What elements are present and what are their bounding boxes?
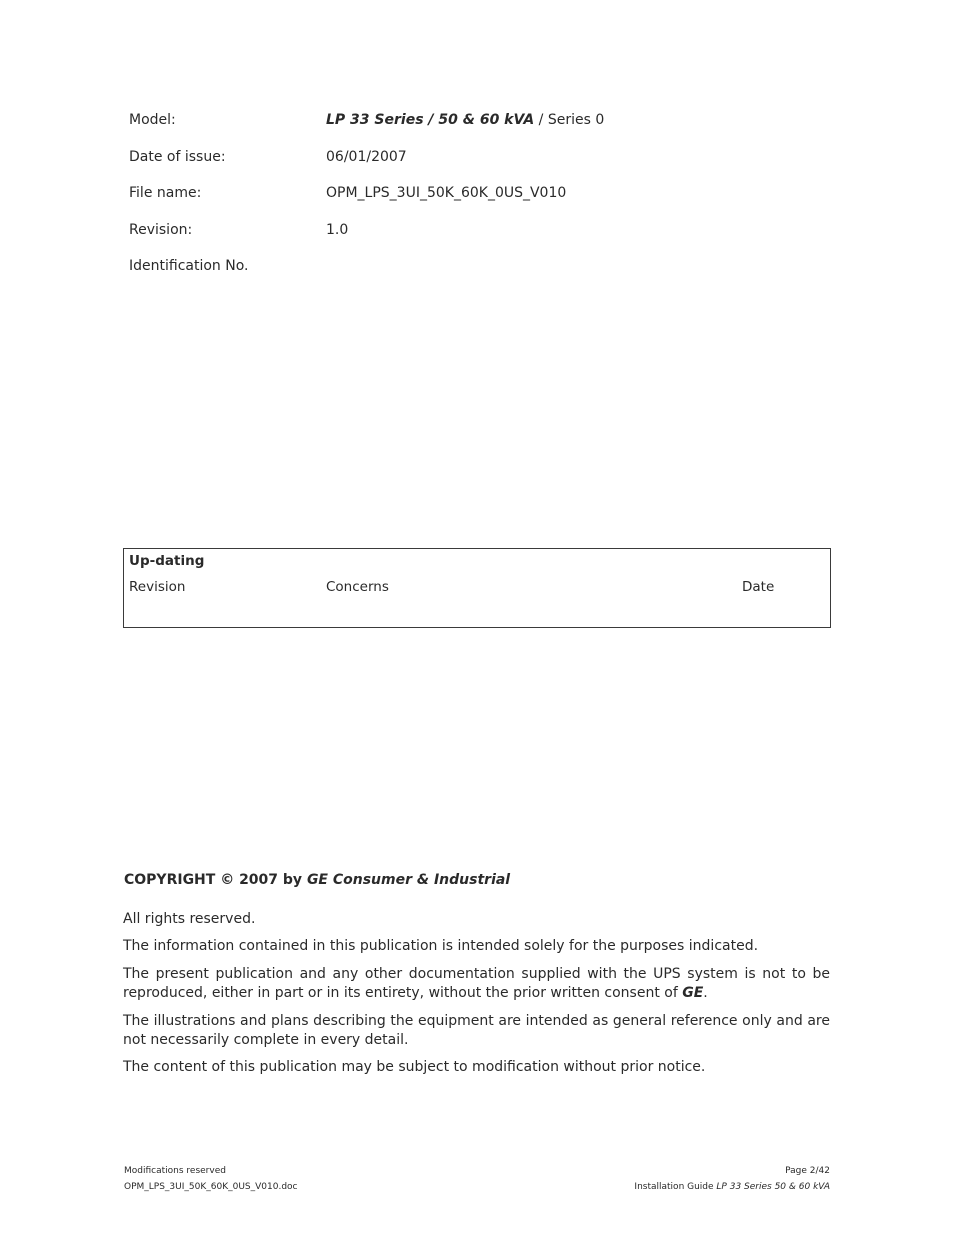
paragraph-reproduction-text: The present publication and any other documentation supplied with the UPS system is not to be reproduced, either in part or in its entirety, without the prior written consent of	[123, 966, 830, 1001]
paragraph-reproduction-ge: GE	[682, 985, 704, 1001]
paragraph-reproduction-end: .	[703, 985, 708, 1001]
copyright-heading	[124, 872, 510, 888]
copyright-prefix: COPYRIGHT © 2007 by	[124, 872, 307, 888]
footer-document-title	[634, 1181, 830, 1193]
revision-label: Revision:	[129, 222, 193, 238]
paragraph-purpose: The information contained in this publication is intended solely for the purposes indicated.	[123, 938, 759, 954]
updating-table	[123, 548, 831, 628]
model-value	[326, 111, 604, 129]
footer-guide-prefix: Installation Guide	[634, 1182, 717, 1192]
footer-filename: OPM_LPS_3UI_50K_60K_0US_V010.doc	[124, 1182, 298, 1192]
paragraph-illustrations: The illustrations and plans describing the equipment are intended as general reference only and are not necessarily complete in every detail.	[123, 1013, 830, 1048]
file-name-value: OPM_LPS_3UI_50K_60K_0US_V010	[326, 185, 567, 201]
date-value: 06/01/2007	[326, 149, 407, 165]
paragraph-rights: All rights reserved.	[123, 911, 256, 927]
identification-label: Identification No.	[129, 258, 249, 274]
column-header-date: Date	[742, 579, 775, 595]
paragraph-reproduction	[123, 965, 830, 1003]
footer-page-number: Page 2/42	[785, 1166, 830, 1176]
file-name-label: File name:	[129, 185, 202, 201]
footer-guide-model: LP 33 Series 50 & 60 kVA	[716, 1182, 830, 1192]
column-header-concerns: Concerns	[326, 579, 389, 595]
model-name: LP 33 Series / 50 & 60 kVA	[326, 112, 535, 128]
copyright-company: GE Consumer & Industrial	[306, 872, 511, 888]
column-header-revision: Revision	[129, 579, 186, 595]
revision-value: 1.0	[326, 222, 349, 238]
date-label: Date of issue:	[129, 149, 226, 165]
updating-title: Up-dating	[129, 553, 205, 569]
model-series: / Series 0	[534, 112, 605, 128]
footer-modifications: Modifications reserved	[124, 1166, 226, 1176]
paragraph-modification: The content of this publication may be subject to modification without prior notice.	[123, 1059, 706, 1075]
model-label: Model:	[129, 112, 176, 128]
